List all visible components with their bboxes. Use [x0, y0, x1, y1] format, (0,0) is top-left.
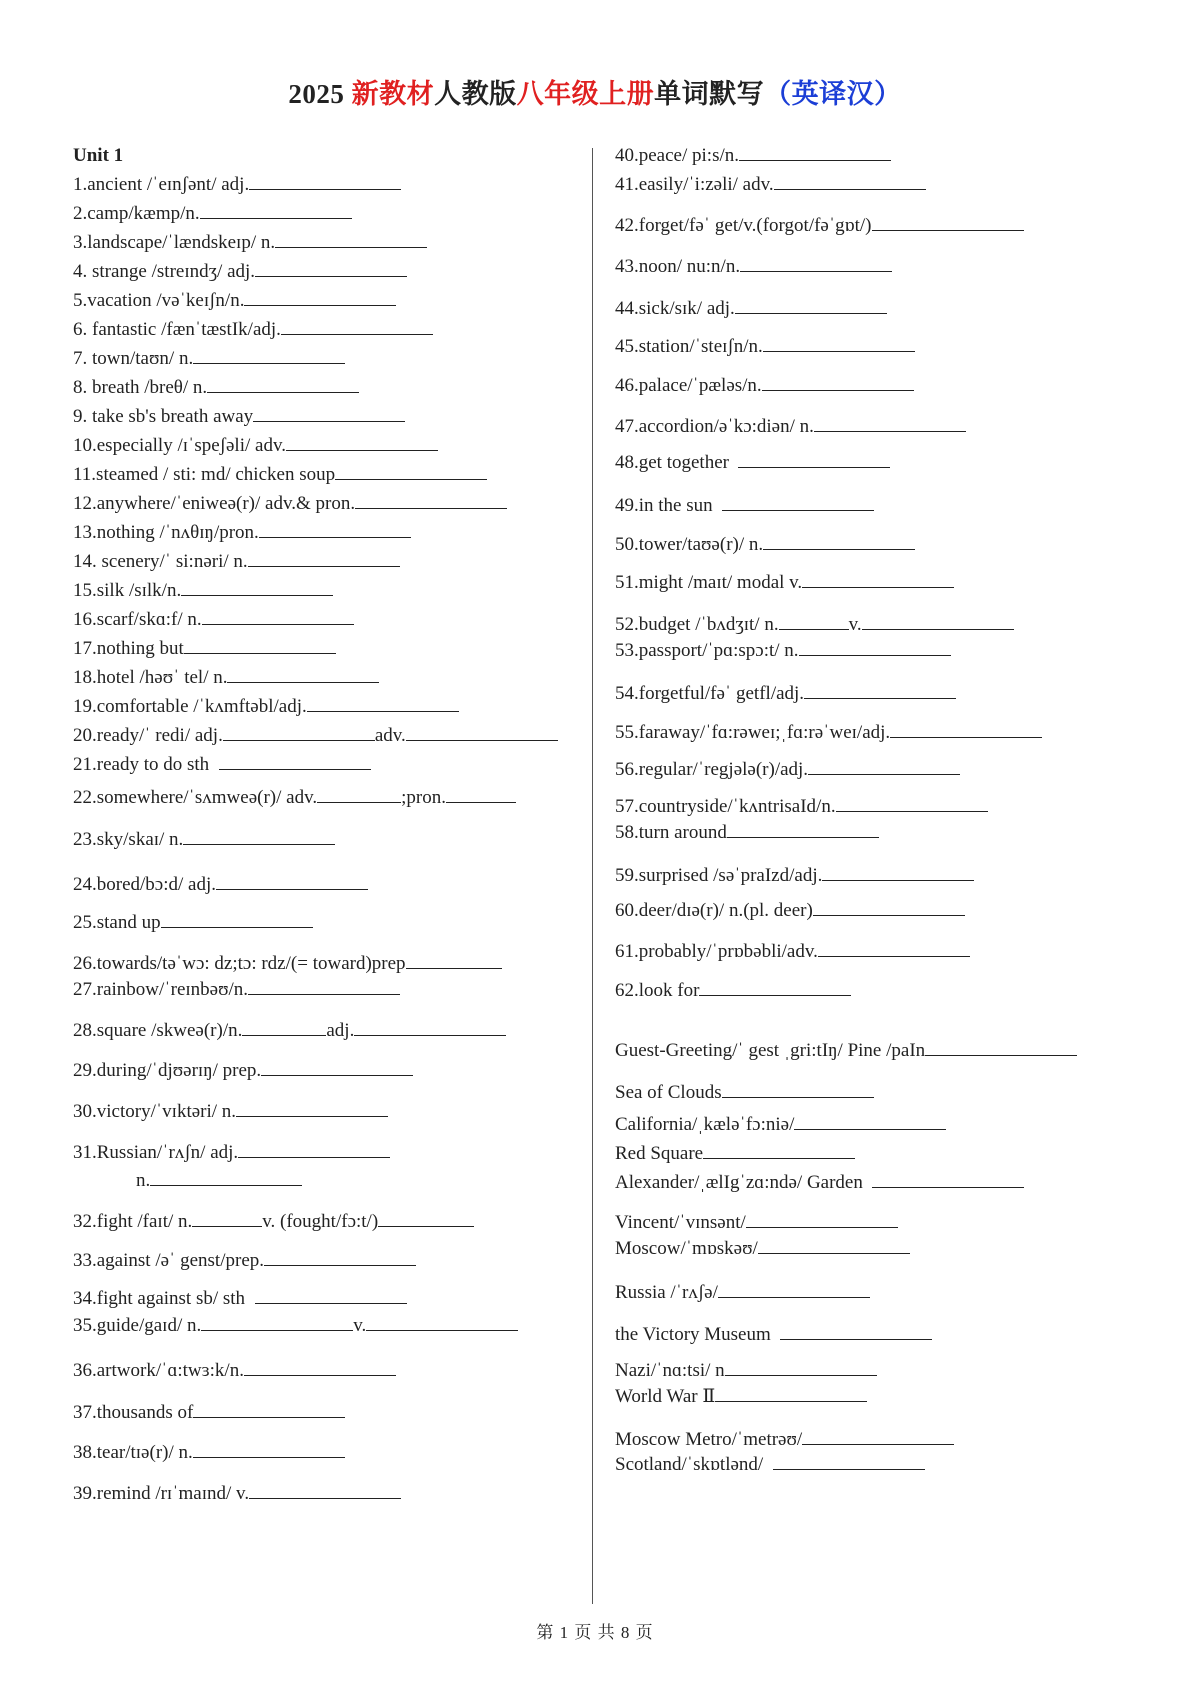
answer-blank[interactable] — [773, 1453, 925, 1470]
word-text: 60.deer/dɪə(r)/ n.(pl. deer) — [615, 900, 813, 921]
answer-blank[interactable] — [799, 639, 951, 656]
answer-blank[interactable] — [281, 318, 433, 335]
answer-blank[interactable] — [248, 978, 400, 995]
answer-blank[interactable] — [774, 173, 926, 190]
word-item — [73, 637, 336, 661]
answer-blank[interactable] — [150, 1169, 302, 1186]
word-text: 20.ready/ˈ redi/ adj. — [73, 725, 223, 746]
word-item — [615, 721, 1042, 745]
right-column — [615, 0, 1175, 1682]
word-pos-label: ;pron. — [401, 787, 446, 808]
title-dictation: 单词默写 — [654, 79, 765, 109]
answer-blank[interactable] — [378, 1210, 474, 1227]
word-text: 52.budget /ˈbʌdʒɪt/ n. — [615, 614, 779, 635]
word-text: 47.accordion/əˈkɔ:diən/ n. — [615, 416, 814, 437]
word-text: 37.thousands of — [73, 1402, 194, 1423]
answer-blank[interactable] — [780, 1323, 932, 1340]
answer-blank[interactable] — [184, 637, 336, 654]
word-item — [73, 1100, 388, 1124]
answer-blank[interactable] — [253, 405, 405, 422]
word-item — [73, 463, 487, 487]
word-item — [73, 1210, 474, 1234]
word-item — [615, 613, 1014, 637]
word-text: 36.artwork/ˈɑ:twɜ:k/n. — [73, 1360, 244, 1381]
answer-blank[interactable] — [718, 1281, 870, 1298]
answer-blank[interactable] — [822, 864, 974, 881]
word-item — [73, 521, 411, 545]
word-text: 18.hotel /həʊˈ tel/ n. — [73, 667, 228, 688]
answer-blank[interactable] — [836, 795, 988, 812]
word-text: Vincent/ˈvɪnsənt/ — [615, 1212, 746, 1233]
title-new-textbook: 新教材 — [351, 79, 435, 109]
word-text: 30.victory/ˈvɪktəri/ n. — [73, 1101, 237, 1122]
word-text: 33.against /əˈ genst/prep. — [73, 1250, 265, 1271]
word-item — [73, 376, 359, 400]
word-item — [615, 335, 915, 359]
answer-blank[interactable] — [200, 202, 352, 219]
word-item — [73, 1059, 413, 1083]
word-item — [615, 214, 1024, 238]
word-item — [73, 579, 333, 603]
answer-blank[interactable] — [183, 828, 335, 845]
answer-blank[interactable] — [818, 940, 970, 957]
word-pos-label: v. — [353, 1315, 367, 1336]
word-item — [615, 1171, 1024, 1195]
answer-blank[interactable] — [227, 666, 379, 683]
title-direction: （英译汉） — [764, 79, 902, 109]
word-text: 17.nothing but — [73, 638, 184, 659]
word-text: 46.palace/ˈpæləs/n. — [615, 375, 762, 396]
word-text: 25.stand up — [73, 912, 161, 933]
word-item — [615, 451, 890, 475]
word-text: 53.passport/ˈpɑ:spɔ:t/ n. — [615, 640, 799, 661]
answer-blank[interactable] — [735, 297, 887, 314]
word-text: 61.probably/ˈprɒbəbli/adv. — [615, 941, 818, 962]
answer-blank[interactable] — [161, 911, 313, 928]
answer-blank[interactable] — [758, 1237, 910, 1254]
word-text: 10.especially /ɪˈspeʃəli/ adv. — [73, 435, 286, 456]
word-item — [615, 1113, 946, 1137]
word-item — [615, 1211, 898, 1235]
answer-blank[interactable] — [804, 682, 956, 699]
word-text: 6. fantastic /fænˈtæstIk/adj. — [73, 319, 281, 340]
word-text: Russia /ˈrʌʃə/ — [615, 1282, 718, 1303]
word-text: 38.tear/tɪə(r)/ n. — [73, 1442, 193, 1463]
answer-blank[interactable] — [699, 979, 851, 996]
answer-blank[interactable] — [223, 724, 375, 741]
answer-blank[interactable] — [862, 613, 1014, 630]
word-text: Moscow Metro/ˈmetrəʊ/ — [615, 1429, 803, 1450]
word-text: 2.camp/kæmp/n. — [73, 203, 200, 224]
word-item — [73, 1314, 518, 1338]
word-text: 59.surprised /səˈpraIzd/adj. — [615, 865, 823, 886]
word-text: 23.sky/skaɪ/ n. — [73, 829, 184, 850]
word-text: 39.remind /rɪˈmaɪnd/ v. — [73, 1483, 250, 1504]
word-text: 44.sick/sɪk/ adj. — [615, 298, 735, 319]
word-item — [73, 1441, 345, 1465]
answer-blank[interactable] — [925, 1039, 1077, 1056]
word-text: 21.ready to do sth — [73, 754, 210, 775]
word-text: 35.guide/gaɪd/ n. — [73, 1315, 202, 1336]
word-pos-label: adj. — [326, 1020, 355, 1041]
answer-blank[interactable] — [727, 821, 879, 838]
word-text: 26.towards/təˈwɔ: dz;tɔ: rdz/(= toward)prep — [73, 953, 406, 974]
word-item — [615, 940, 970, 964]
answer-blank[interactable] — [248, 550, 400, 567]
word-item — [73, 695, 459, 719]
answer-blank[interactable] — [244, 1359, 396, 1376]
answer-blank[interactable] — [703, 1142, 855, 1159]
answer-blank[interactable] — [236, 1100, 388, 1117]
word-item — [73, 318, 433, 342]
answer-blank[interactable] — [814, 415, 966, 432]
word-item — [73, 1249, 416, 1273]
word-item — [73, 434, 438, 458]
word-item — [615, 1281, 870, 1305]
word-text: 4. strange /streɪndʒ/ adj. — [73, 261, 256, 282]
word-item — [615, 639, 951, 663]
answer-blank[interactable] — [722, 1081, 874, 1098]
answer-blank[interactable] — [715, 1385, 867, 1402]
word-text: 12.anywhere/ˈeniweə(r)/ adv.& pron. — [73, 493, 356, 514]
answer-blank[interactable] — [249, 173, 401, 190]
word-text: 54.forgetful/fəˈ getfl/adj. — [615, 683, 805, 704]
title-year: 2025 — [288, 79, 352, 109]
word-text: 7. town/taʊn/ n. — [73, 348, 194, 369]
word-item — [615, 682, 956, 706]
column-divider — [592, 148, 593, 1604]
word-text: 49.in the sun — [615, 495, 713, 516]
word-text: 50.tower/taʊə(r)/ n. — [615, 534, 764, 555]
word-text: 22.somewhere/ˈsʌmweə(r)/ adv. — [73, 787, 318, 808]
answer-blank[interactable] — [763, 533, 915, 550]
answer-blank[interactable] — [738, 451, 890, 468]
word-text: 40.peace/ pi:s/n. — [615, 145, 739, 166]
answer-blank[interactable] — [207, 376, 359, 393]
word-item — [73, 873, 368, 897]
answer-blank[interactable] — [725, 1359, 877, 1376]
answer-blank[interactable] — [238, 1141, 390, 1158]
word-item — [615, 374, 914, 398]
page-footer: 第 1 页 共 8 页 — [536, 1623, 654, 1642]
word-item — [615, 494, 874, 518]
word-item — [615, 297, 887, 321]
word-item — [615, 1428, 954, 1452]
word-item — [73, 405, 405, 429]
word-text: 8. breath /breθ/ n. — [73, 377, 208, 398]
word-text: Scotland/ˈskɒtlənd/ — [615, 1454, 764, 1475]
word-text: 19.comfortable /ˈkʌmftəbl/adj. — [73, 696, 307, 717]
word-item — [615, 899, 965, 923]
word-text: 13.nothing /ˈnʌθɪŋ/pron. — [73, 522, 259, 543]
word-item — [73, 260, 407, 284]
word-text: 32.fight /faɪt/ n. — [73, 1211, 193, 1232]
word-text: 41.easily/ˈi:zəli/ adv. — [615, 174, 774, 195]
word-text: 51.might /maɪt/ modal v. — [615, 572, 803, 593]
answer-blank[interactable] — [813, 899, 965, 916]
word-pos-label: v. (fought/fɔ:t/) — [262, 1211, 379, 1232]
answer-blank[interactable] — [446, 786, 516, 803]
word-text: 29.during/ˈdjʊərɪŋ/ prep. — [73, 1060, 262, 1081]
word-item — [615, 1323, 932, 1347]
word-item — [615, 533, 915, 557]
word-text: 1.ancient /ˈeɪnʃənt/ adj. — [73, 174, 250, 195]
word-item — [73, 608, 354, 632]
word-text: 48.get together — [615, 452, 729, 473]
word-text: Nazi/ˈnɑ:tsi/ n — [615, 1360, 725, 1381]
answer-blank[interactable] — [808, 758, 960, 775]
word-pos-label: v. — [848, 614, 862, 635]
word-item — [615, 1237, 910, 1261]
answer-blank[interactable] — [802, 1428, 954, 1445]
word-item — [73, 1401, 345, 1425]
word-text: California/ˌkæləˈfɔ:niə/ — [615, 1114, 795, 1135]
word-item — [615, 1359, 877, 1383]
answer-blank[interactable] — [264, 1249, 416, 1266]
word-item — [73, 753, 371, 777]
answer-blank[interactable] — [355, 492, 507, 509]
answer-blank[interactable] — [193, 1441, 345, 1458]
title-grade: 八年级上册 — [516, 79, 655, 109]
word-item — [73, 492, 507, 516]
answer-blank[interactable] — [763, 335, 915, 352]
word-item — [136, 1169, 302, 1193]
word-item — [73, 1287, 407, 1311]
word-item — [615, 415, 966, 439]
left-column — [73, 0, 588, 1682]
answer-blank[interactable] — [872, 1171, 1024, 1188]
word-item — [73, 828, 335, 852]
word-item — [73, 724, 558, 748]
answer-blank[interactable] — [201, 1314, 353, 1331]
word-text: 57.countryside/ˈkʌntrisaId/n. — [615, 796, 836, 817]
word-item — [615, 173, 926, 197]
word-item — [73, 231, 427, 255]
answer-blank[interactable] — [255, 260, 407, 277]
answer-blank[interactable] — [872, 214, 1024, 231]
answer-blank[interactable] — [366, 1314, 518, 1331]
word-item — [615, 979, 851, 1003]
answer-blank[interactable] — [202, 608, 354, 625]
word-text: Moscow/ˈmɒskəʊ/ — [615, 1238, 758, 1259]
word-text: World War Ⅱ — [615, 1386, 716, 1407]
word-item — [615, 1453, 925, 1477]
answer-blank[interactable] — [259, 521, 411, 538]
word-text: 3.landscape/ˈlændskeɪp/ n. — [73, 232, 276, 253]
word-item — [73, 289, 396, 313]
answer-blank[interactable] — [307, 695, 459, 712]
word-item — [73, 1359, 396, 1383]
word-text: 34.fight against sb/ sth — [73, 1288, 246, 1309]
word-text: 28.square /skweə(r)/n. — [73, 1020, 243, 1041]
answer-blank[interactable] — [255, 1287, 407, 1304]
word-item — [73, 347, 345, 371]
answer-blank[interactable] — [317, 786, 401, 803]
word-text: 42.forget/fəˈ get/v.(forgot/fəˈgɒt/) — [615, 215, 872, 236]
word-text: 43.noon/ nu:n/n. — [615, 256, 741, 277]
answer-blank[interactable] — [261, 1059, 413, 1076]
answer-blank[interactable] — [406, 952, 502, 969]
word-item — [73, 1482, 401, 1506]
word-pos-label: adv. — [374, 725, 406, 746]
answer-blank[interactable] — [794, 1113, 946, 1130]
answer-blank[interactable] — [244, 289, 396, 306]
answer-blank[interactable] — [890, 721, 1042, 738]
word-text: 62.look for — [615, 980, 700, 1001]
answer-blank[interactable] — [286, 434, 438, 451]
word-text: 11.steamed / sti: md/ chicken soup — [73, 464, 336, 485]
word-text: 15.silk /sɪlk/n. — [73, 580, 182, 601]
word-item — [615, 864, 974, 888]
word-item — [73, 1019, 506, 1043]
word-text: 24.bored/bɔ:d/ adj. — [73, 874, 216, 895]
word-text: 27.rainbow/ˈreɪnbəʊ/n. — [73, 979, 249, 1000]
answer-blank[interactable] — [722, 494, 874, 511]
word-item — [615, 1385, 867, 1409]
word-item — [615, 255, 892, 279]
answer-blank[interactable] — [802, 571, 954, 588]
word-text: Guest-Greeting/ˈ gest ˌgri:tIŋ/ Pine /paIn — [615, 1040, 926, 1061]
word-text: Sea of Clouds — [615, 1082, 722, 1103]
word-item — [615, 571, 954, 595]
answer-blank[interactable] — [249, 1482, 401, 1499]
word-item — [615, 1039, 1077, 1063]
answer-blank[interactable] — [275, 231, 427, 248]
word-item — [73, 786, 516, 810]
word-text: 55.faraway/ˈfɑ:rəweɪ;ˌfɑ:rəˈweɪ/adj. — [615, 722, 891, 743]
answer-blank[interactable] — [192, 1210, 262, 1227]
answer-blank[interactable] — [746, 1211, 898, 1228]
word-item — [615, 821, 879, 845]
answer-blank[interactable] — [335, 463, 487, 480]
word-item — [615, 1081, 874, 1105]
word-item — [73, 666, 379, 690]
unit-heading: Unit 1 — [73, 145, 124, 166]
word-item — [615, 144, 891, 168]
answer-blank[interactable] — [740, 255, 892, 272]
answer-blank[interactable] — [779, 613, 849, 630]
word-text: 31.Russian/ˈrʌʃn/ adj. — [73, 1142, 239, 1163]
answer-blank[interactable] — [216, 873, 368, 890]
answer-blank[interactable] — [181, 579, 333, 596]
word-item — [73, 978, 400, 1002]
word-text: 45.station/ˈsteɪʃn/n. — [615, 336, 763, 357]
word-text: 58.turn around — [615, 822, 727, 843]
word-item — [615, 758, 960, 782]
word-text: Alexander/ˌælIgˈzɑ:ndə/ Garden — [615, 1172, 863, 1193]
title-publisher: 人教版 — [434, 79, 517, 109]
word-text: the Victory Museum — [615, 1324, 771, 1345]
word-item — [73, 550, 400, 574]
word-text: 5.vacation /vəˈkeɪʃn/n. — [73, 290, 245, 311]
word-text: 16.scarf/skɑ:f/ n. — [73, 609, 202, 630]
answer-blank[interactable] — [406, 724, 558, 741]
word-item — [73, 1141, 390, 1165]
word-text: 9. take sb's breath away — [73, 406, 254, 427]
answer-blank[interactable] — [193, 347, 345, 364]
word-text: 56.regular/ˈregjələ(r)/adj. — [615, 759, 809, 780]
answer-blank[interactable] — [354, 1019, 506, 1036]
word-item — [73, 911, 313, 935]
word-text: n. — [136, 1170, 151, 1191]
answer-blank[interactable] — [219, 753, 371, 770]
word-text: Red Square — [615, 1143, 704, 1164]
word-item — [73, 952, 502, 976]
word-item — [73, 173, 401, 197]
word-item — [615, 1142, 855, 1166]
answer-blank[interactable] — [739, 144, 891, 161]
answer-blank[interactable] — [762, 374, 914, 391]
word-item — [615, 795, 988, 819]
answer-blank[interactable] — [242, 1019, 326, 1036]
word-item — [73, 202, 352, 226]
word-text: 14. scenery/ˈ si:nəri/ n. — [73, 551, 248, 572]
answer-blank[interactable] — [193, 1401, 345, 1418]
